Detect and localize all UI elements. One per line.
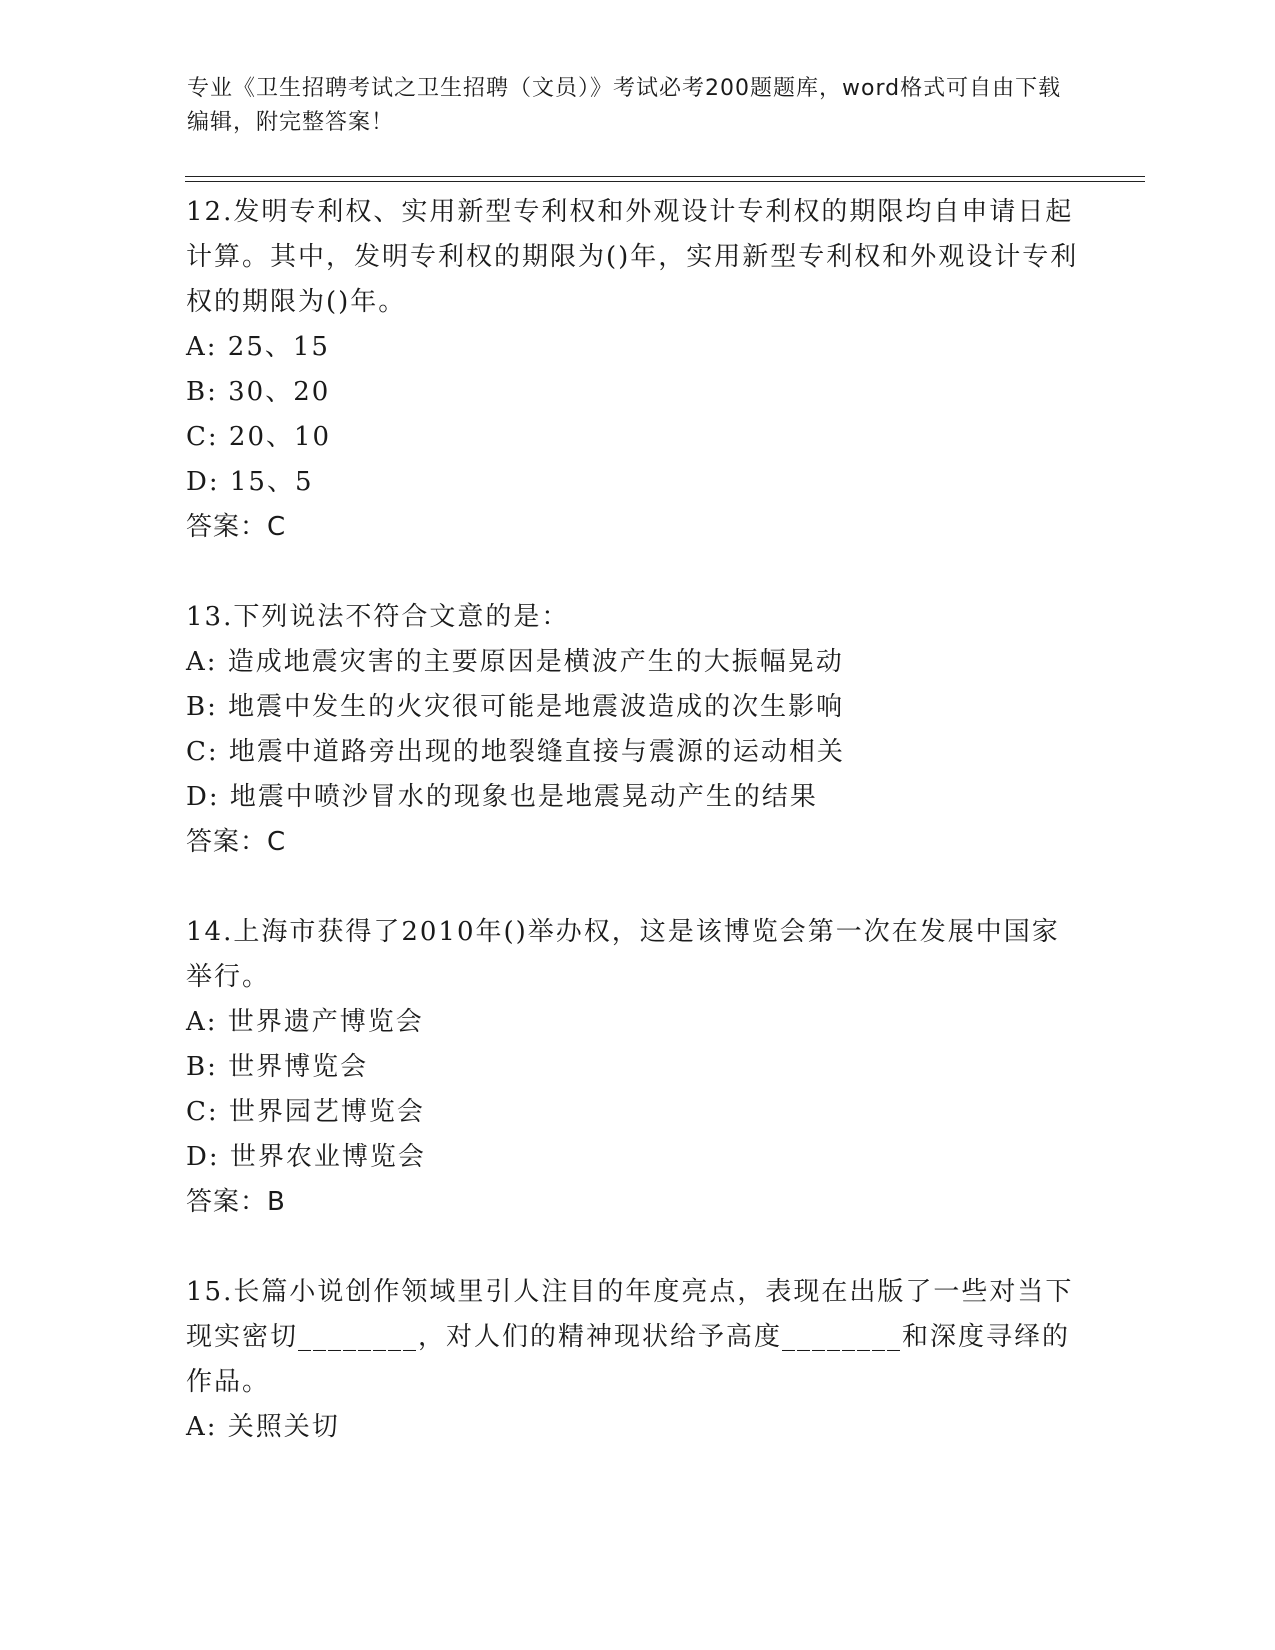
question-12 bbox=[186, 190, 1086, 550]
question-stem: 12.发明专利权、实用新型专利权和外观设计专利权的期限均自申请日起计算。其中，发明专利权的期限为()年，实用新型专利权和外观设计专利权的期限为()年。 bbox=[186, 197, 1079, 317]
option-a: A: 造成地震灾害的主要原因是横波产生的大振幅晃动 bbox=[186, 647, 844, 677]
option-c: C: 20、10 bbox=[186, 422, 332, 452]
question-stem: 13.下列说法不符合文意的是： bbox=[186, 602, 570, 632]
document-header: 专业《卫生招聘考试之卫生招聘（文员）》考试必考200题题库，word格式可自由下载编辑，附完整答案！ bbox=[187, 76, 1062, 135]
question-14 bbox=[186, 910, 1086, 1225]
question-stem: 15.长篇小说创作领域里引人注目的年度亮点，表现在出版了一些对当下现实密切________，对人们的精神现状给予高度________和深度寻绎的作品。 bbox=[186, 1277, 1074, 1397]
question-13 bbox=[186, 595, 1086, 865]
option-d: D: 15、5 bbox=[186, 467, 314, 497]
option-d: D: 世界农业博览会 bbox=[186, 1142, 426, 1172]
option-b: B: 地震中发生的火灾很可能是地震波造成的次生影响 bbox=[186, 692, 845, 722]
answer: 答案：B bbox=[186, 1187, 286, 1217]
header-divider bbox=[185, 176, 1145, 182]
option-a: A: 关照关切 bbox=[186, 1412, 340, 1442]
option-d: D: 地震中喷沙冒水的现象也是地震晃动产生的结果 bbox=[186, 782, 818, 812]
option-c: C: 地震中道路旁出现的地裂缝直接与震源的运动相关 bbox=[186, 737, 845, 767]
option-c: C: 世界园艺博览会 bbox=[186, 1097, 425, 1127]
option-b: B: 世界博览会 bbox=[186, 1052, 369, 1082]
question-15 bbox=[186, 1270, 1086, 1450]
question-stem: 14.上海市获得了2010年()举办权，这是该博览会第一次在发展中国家举行。 bbox=[186, 917, 1060, 992]
answer: 答案：C bbox=[186, 512, 287, 542]
answer: 答案：C bbox=[186, 827, 287, 857]
option-b: B: 30、20 bbox=[186, 377, 331, 407]
option-a: A: 世界遗产博览会 bbox=[186, 1007, 424, 1037]
option-a: A: 25、15 bbox=[186, 332, 330, 362]
question-list bbox=[186, 190, 1086, 1495]
